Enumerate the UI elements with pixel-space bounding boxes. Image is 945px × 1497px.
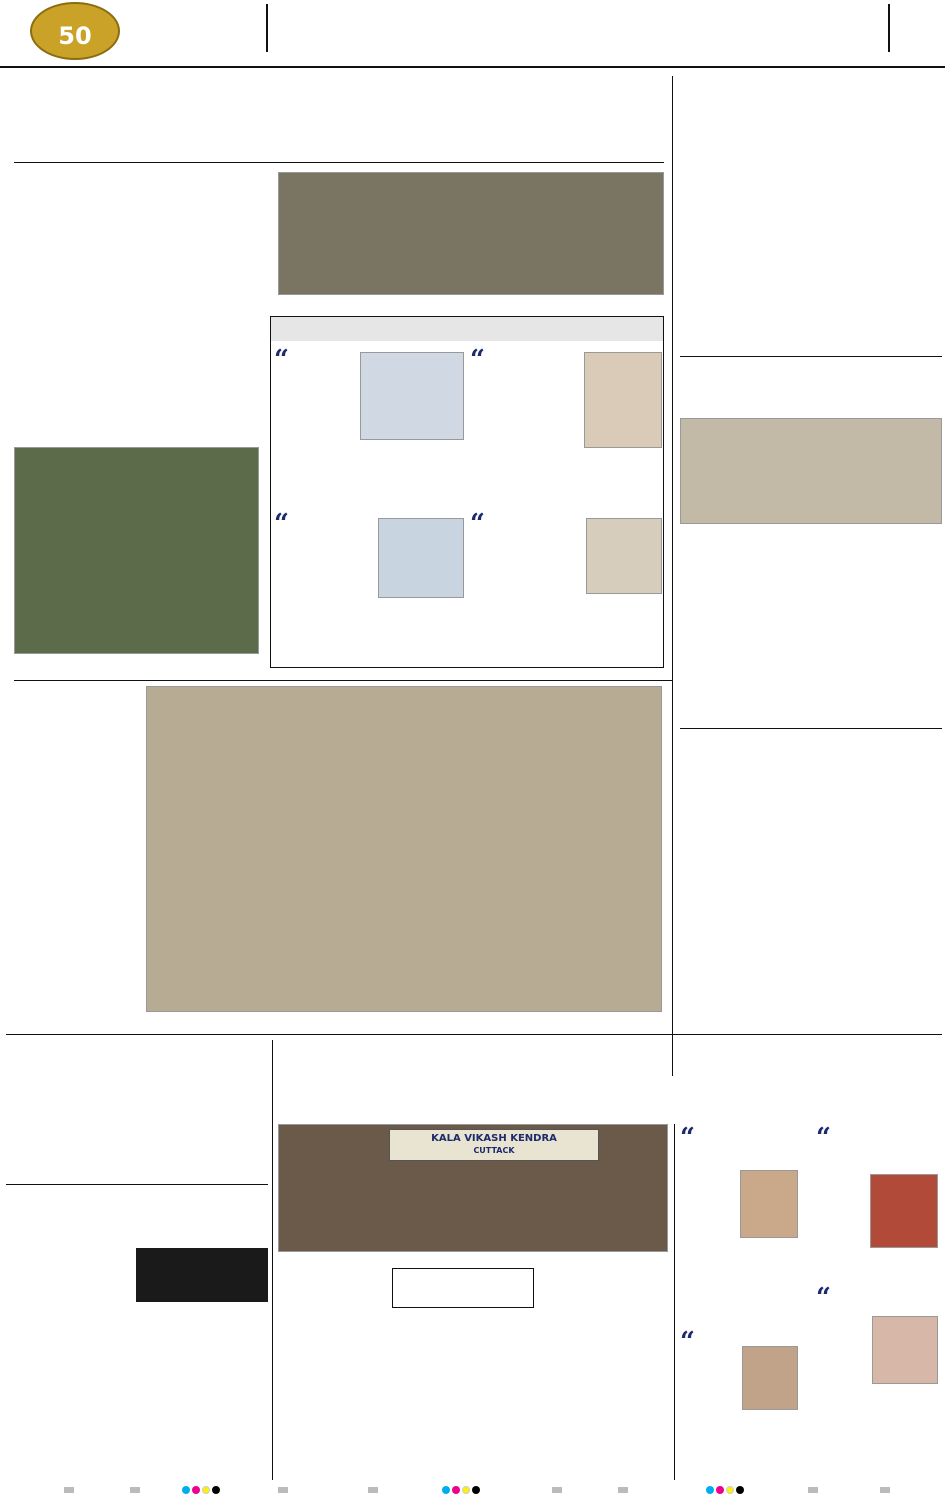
opinion-1-author (274, 490, 464, 504)
quote-mark-icon: “ (680, 1327, 695, 1357)
lab-photo-caption (146, 1014, 662, 1025)
history-body (680, 542, 942, 724)
column-rule-lower-left (272, 1040, 273, 1480)
stage-banner (389, 1129, 599, 1161)
camp-photo-caption (278, 1254, 668, 1265)
vote-headline (680, 736, 942, 804)
camp-dateline (278, 1268, 388, 1280)
camp-quotes-rule (674, 1124, 675, 1480)
masthead-divider-right (888, 4, 890, 52)
history-dateline (680, 528, 808, 540)
registration-dot-cyan (706, 1486, 714, 1494)
vote-body (680, 822, 942, 1022)
camp-quote-2-author (816, 1260, 942, 1284)
main-photo-caption-left (14, 656, 259, 667)
snake-dateline (6, 1084, 136, 1096)
vote-dateline (680, 808, 942, 820)
registration-dot-yellow (462, 1486, 470, 1494)
main-headline-rule (14, 162, 664, 163)
page-number (898, 4, 938, 44)
main-body (14, 188, 254, 443)
quote-mark-icon: “ (816, 1283, 831, 1313)
quote-mark-icon: “ (274, 509, 289, 539)
masthead-divider-left (266, 4, 268, 52)
section-rule-lower (6, 1034, 942, 1035)
registration-tick (808, 1487, 818, 1493)
date-line-1 (150, 8, 260, 26)
camp-inset-box (392, 1268, 534, 1308)
portrait-camp-dancer (870, 1174, 938, 1248)
camp-inset-title (395, 1271, 531, 1305)
camp-body (278, 1312, 668, 1480)
auto-body-continued (136, 1306, 268, 1478)
camp-quote-1-author (680, 1298, 810, 1322)
stage-banner-title: KALA VIKASH KENDRA (431, 1133, 557, 1144)
opinions-header-band (271, 317, 663, 341)
auto-banner-text (140, 1252, 264, 1298)
registration-tick (368, 1487, 378, 1493)
opinion-3-author (274, 644, 464, 658)
quote-mark-icon: “ (470, 345, 485, 375)
section-rule-middle (14, 680, 672, 681)
portrait-opinion-2 (584, 352, 662, 448)
registration-dot-black (736, 1486, 744, 1494)
registration-strip (0, 1484, 945, 1497)
snake-rule (6, 1184, 268, 1185)
registration-tick (552, 1487, 562, 1493)
stage-banner-subtitle: CUTTACK (473, 1146, 515, 1155)
date-line-2 (150, 26, 260, 44)
registration-tick (278, 1487, 288, 1493)
registration-dot-yellow (202, 1486, 210, 1494)
registration-dot-magenta (192, 1486, 200, 1494)
matric-body (680, 146, 942, 352)
registration-dot-yellow (726, 1486, 734, 1494)
camp-headline (278, 1040, 942, 1116)
photo-drain-garbage (14, 447, 259, 654)
registration-tick (880, 1487, 890, 1493)
auto-headline (6, 1188, 268, 1228)
registration-tick (64, 1487, 74, 1493)
masthead-rule (0, 66, 945, 68)
quote-mark-icon: “ (470, 509, 485, 539)
anniversary-logo-number: 50 (58, 22, 92, 50)
lab-body (6, 746, 140, 1030)
camp-quote-4-author (816, 1456, 942, 1480)
opinions-header (271, 320, 663, 340)
opinion-4-author (470, 644, 660, 658)
main-dateline (14, 172, 254, 186)
registration-dot-magenta (716, 1486, 724, 1494)
matric-dateline (680, 120, 808, 142)
portrait-opinion-1 (360, 352, 464, 440)
portrait-camp-boy (742, 1346, 798, 1410)
quote-mark-icon: “ (274, 345, 289, 375)
opinion-2-author (470, 490, 660, 504)
portrait-opinion-3 (378, 518, 464, 598)
main-photo-caption-top (278, 297, 664, 308)
registration-dot-black (472, 1486, 480, 1494)
matric-headline (680, 78, 942, 112)
camp-quote-3-author (680, 1456, 810, 1480)
auto-dateline (6, 1232, 136, 1244)
portrait-opinion-4 (586, 518, 662, 594)
main-headline (14, 88, 664, 160)
registration-tick (618, 1487, 628, 1493)
history-headline (680, 362, 942, 396)
photo-history-group (680, 418, 942, 524)
history-rule (680, 728, 942, 729)
registration-tick (130, 1487, 140, 1493)
quote-mark-icon: “ (816, 1123, 831, 1153)
auto-body (6, 1248, 132, 1478)
auto-banner (136, 1248, 268, 1302)
registration-dot-cyan (442, 1486, 450, 1494)
registration-dot-cyan (182, 1486, 190, 1494)
snake-headline (6, 1040, 268, 1080)
section-name (760, 4, 880, 44)
lab-headline (6, 684, 140, 728)
camp-body-side (540, 1268, 668, 1308)
registration-dot-black (212, 1486, 220, 1494)
snake-body (6, 1098, 268, 1180)
registration-dot-magenta (452, 1486, 460, 1494)
photo-overbridge-road (146, 686, 662, 1012)
column-rule-right (672, 76, 673, 1076)
matric-rule (680, 356, 942, 357)
portrait-camp-girl (740, 1170, 798, 1238)
photo-drain-flooded (278, 172, 664, 295)
lab-dateline (6, 732, 140, 744)
masthead (0, 0, 945, 70)
portrait-camp-girl-2 (872, 1316, 938, 1384)
photo-camp-group (278, 1124, 668, 1252)
quote-mark-icon: “ (680, 1123, 695, 1153)
anniversary-logo (30, 2, 120, 60)
